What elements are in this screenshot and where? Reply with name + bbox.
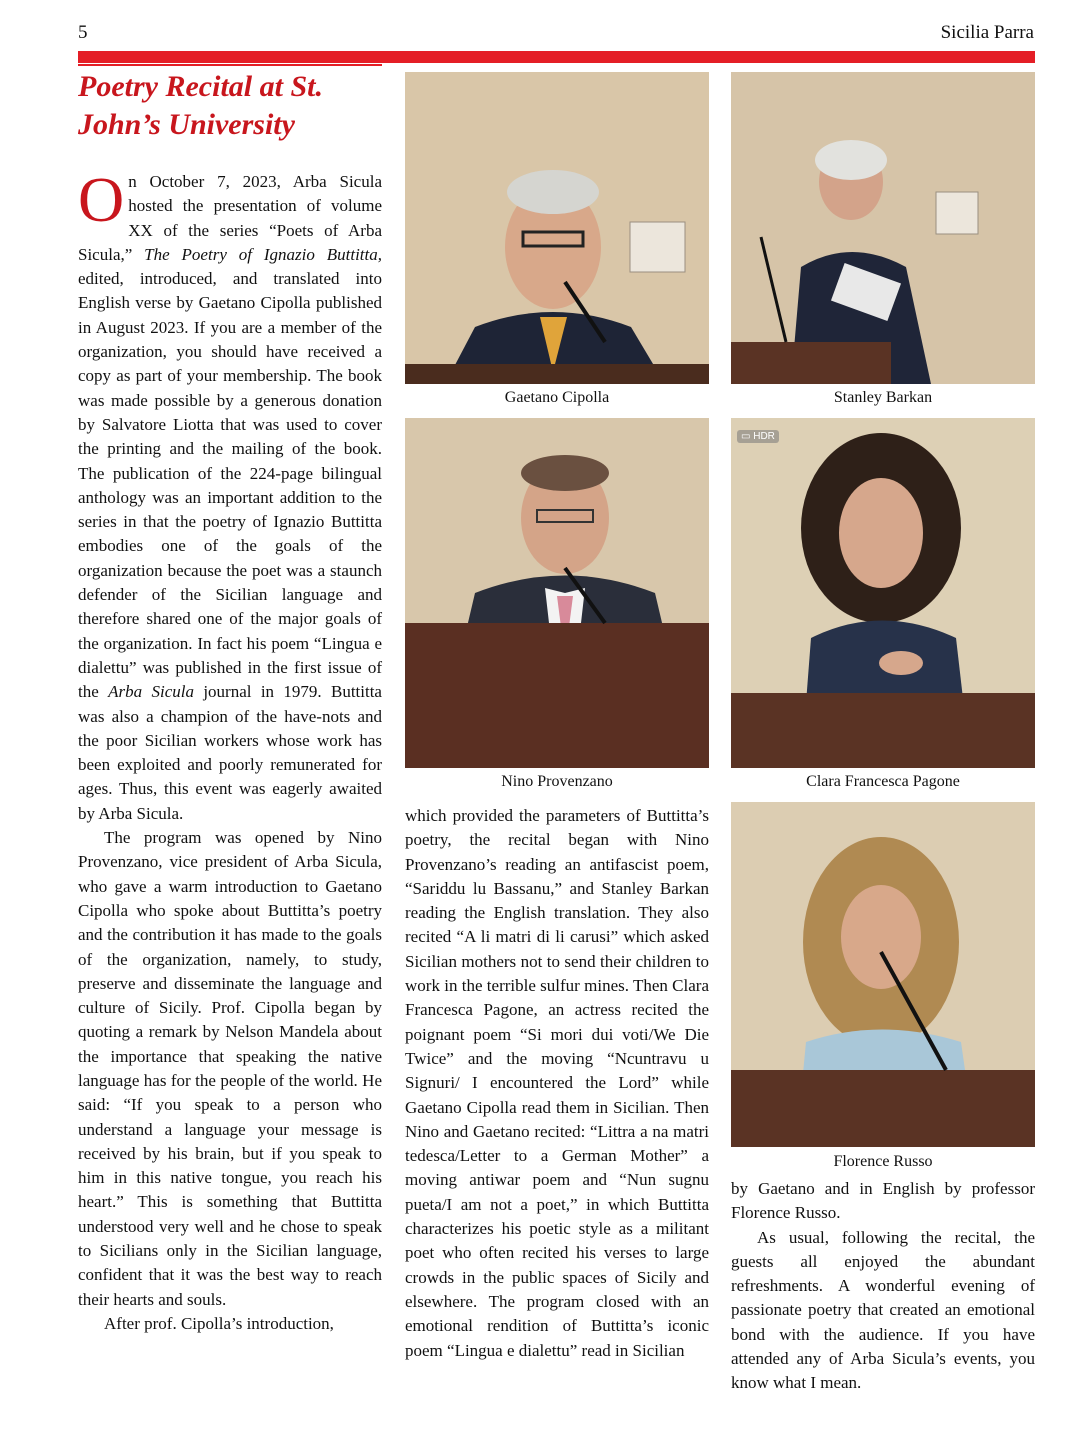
page-number: 5: [78, 22, 88, 43]
paragraph-1-text-a: n October 7, 2023, Arba Sicula hosted the presentation of volume XX of the series “Poets of Arba Sicula,”: [78, 172, 382, 264]
hdr-label: HDR: [753, 431, 775, 442]
caption-nino-provenzano: Nino Provenzano: [501, 773, 613, 790]
hdr-badge: [737, 430, 779, 443]
paragraph-1-text-b: edited, introduced, and translated into English verse by Gaetano Cipolla published in August 2023. If you are a member of the organization, you should have received a copy as part of your membership. The book was made possible by a generous donation by Salvatore Liotta that was used to cover the printing and the mailing of the book. The publication of the 224-page bilingual anthology was an important addition to the series in that the poetry of Ignazio Buttitta embodies one of the goals of the organization because the poet was a staunch defender of the Sicilian language and therefore shared one of the major goals of the organization. In fact his poem “Lingua e dialettu” was published in the first issue of the: [78, 269, 382, 702]
paragraph-3: After prof. Cipolla’s introduction,: [104, 1313, 334, 1333]
article-column-3: [731, 1177, 1035, 1396]
photo-stanley-barkan: [731, 72, 1035, 384]
caption-stanley-barkan: Stanley Barkan: [833, 389, 933, 406]
photo-clara-francesca-pagone: [731, 418, 1035, 768]
paragraph-1: [78, 164, 382, 826]
article-column-1: [78, 164, 382, 1336]
drop-cap: O: [78, 164, 125, 235]
video-icon: ▭: [741, 431, 751, 442]
header-red-rule: [78, 51, 1035, 63]
article-title: Poetry Recital at St. John’s University: [78, 70, 323, 141]
book-title: The Poetry of Ignazio Buttitta,: [144, 244, 382, 264]
photo-nino-provenzano: [405, 418, 709, 768]
column-2-paragraph: which provided the parameters of Buttitta’s poetry, the recital began with Nino Provenzano’s reading an antifascist poem, “Sariddu lu Bassanu,” and Stanley Barkan reading the English translation. They also recited “A li matri di li carusi” which asked Sicilian mothers not to send their children to work in the terrible sulfur mines. Then Clara Francesca Pagone, an actress recited the poignant poem “Si mori dui voti/We Die Twice” and the moving “Ncuntravu u Signuri/ I encountered the Lord” while Gaetano Cipolla read them in Sicilian. Then Nino and Gaetano recited: “Littra a na matri tedesca/Letter to a German Mother” a moving antiwar poem and “Nun sugnu pueta/I am not a poet,” in which Buttitta characterizes his poetic style as a militant poet who often recited his verses to large crowds in the public spaces of Sicily and elsewhere. The program closed with an emotional rendition of Buttitta’s iconic poem “Lingua e dialettu” read in Sicilian: [405, 806, 709, 1360]
article-column-2: [405, 804, 709, 1363]
paragraph-1-text-c: journal in 1979. Buttitta was also a champion of the have-nots and the poor Sicilian workers whose work has been exploited and poorly remunerated for ages. Thus, this event was eagerly awaited by Arba Sicula.: [78, 682, 382, 823]
caption-florence-russo: Florence Russo: [833, 1153, 933, 1170]
photo-florence-russo: [731, 802, 1035, 1147]
photo-gaetano-cipolla: [405, 72, 709, 384]
publication-name: Sicilia Parra: [940, 22, 1034, 43]
column-3-paragraph-2: As usual, following the recital, the guests all enjoyed the abundant refreshments. A wonderful evening of passionate poetry that created an emotional bond with the audience. If you have attended any of Arba Sicula’s events, you know what I mean.: [731, 1227, 1035, 1393]
title-rule: [78, 64, 382, 66]
journal-title: Arba Sicula: [108, 682, 194, 702]
caption-gaetano-cipolla: Gaetano Cipolla: [504, 389, 610, 406]
paragraph-2: The program was opened by Nino Provenzano, vice president of Arba Sicula, who gave a warm introduction to Gaetano Cipolla who spoke about Buttitta’s poetry and the contribution it has made to the goals of the organization, namely, to study, preserve and disseminate the language and culture of Sicily. Prof. Cipolla began by quoting a remark by Nelson Mandela about the importance that speaking the native language has for the people of the world. He said: “If you speak to a person who understand a language your message is received by his brain, but if you speak to him in this native tongue, you reach his heart.” This is something that Buttitta understood very well and he chose to speak to Sicilians only in the Sicilian language, confident that it was the best way to reach their hearts and souls.: [78, 828, 382, 1309]
column-3-paragraph-1: by Gaetano and in English by professor Florence Russo.: [731, 1179, 1035, 1223]
caption-clara-francesca-pagone: Clara Francesca Pagone: [806, 773, 960, 790]
